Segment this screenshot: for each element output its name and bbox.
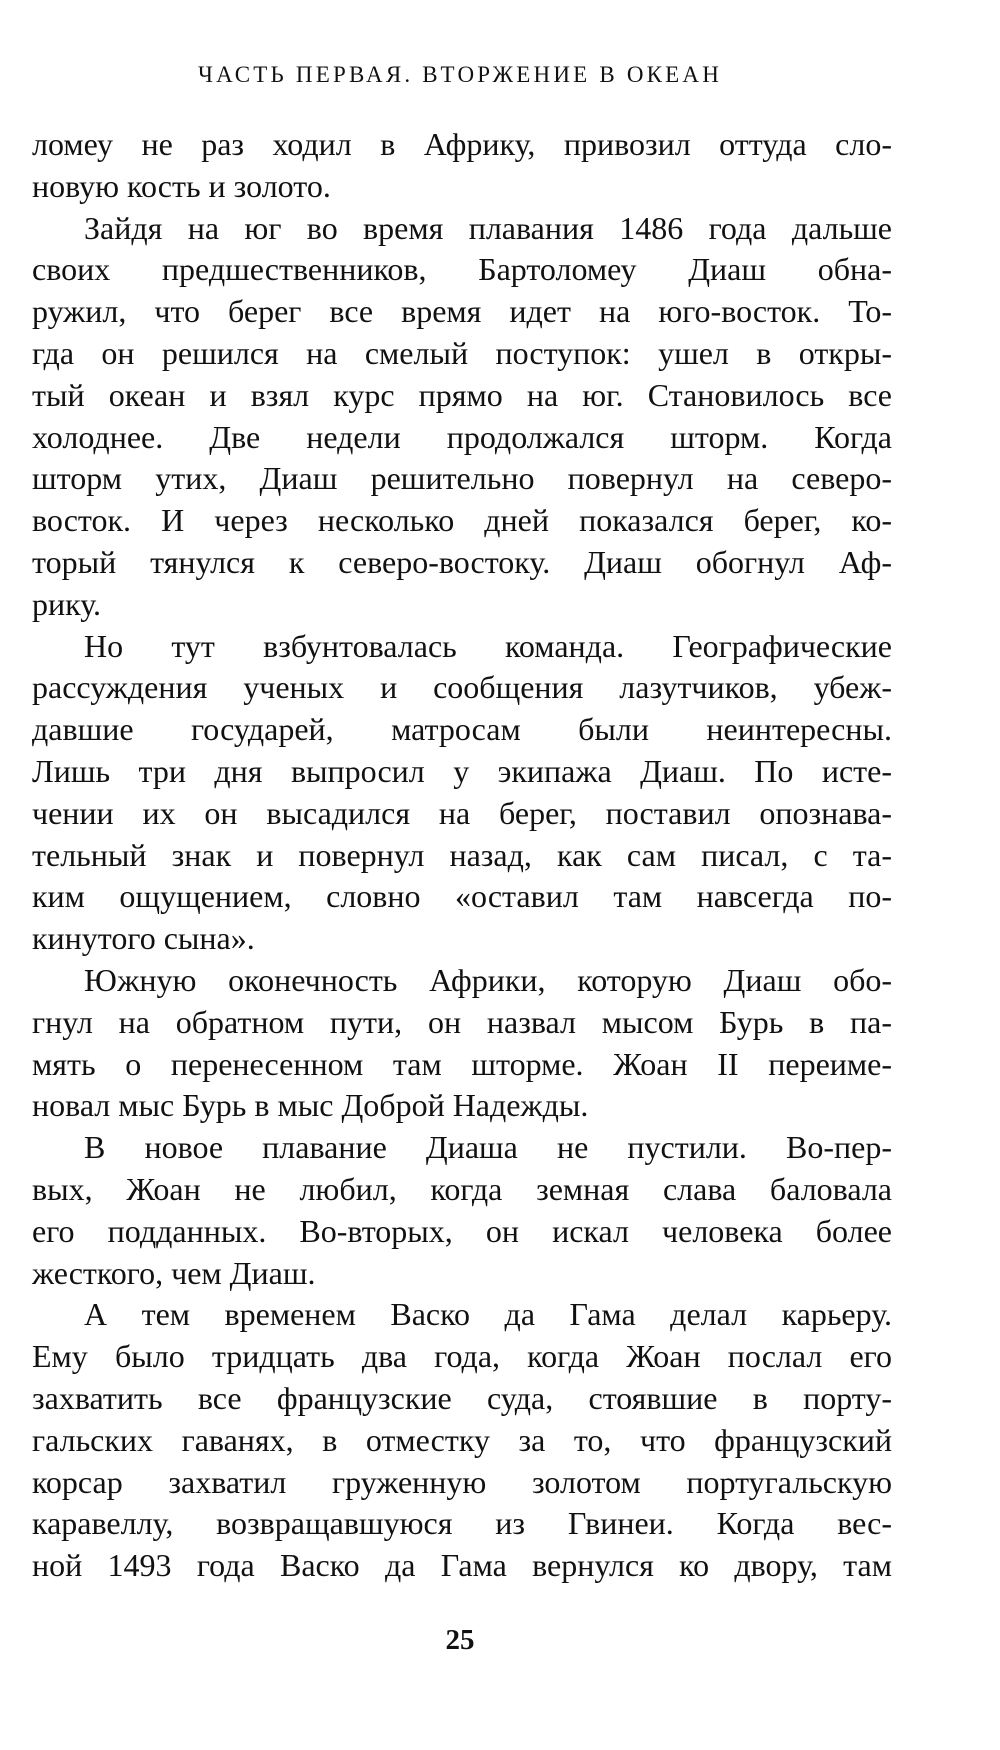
text-line: гда он решился на смелый поступок: ушел в откры- [32,334,892,371]
text-line: восток. И через несколько дней показался берег, ко- [32,502,892,539]
text-line: рассуждения ученых и сообщения лазутчиков, убеж- [32,669,892,706]
text-line: кинутого сына». [32,920,255,957]
text-line: своих предшественников, Бартоломеу Диаш обна- [32,251,892,288]
text-line: новал мыс Бурь в мыс Доброй Надежды. [32,1087,589,1124]
text-line: Зайдя на юг во время плавания 1486 года дальше [84,209,892,246]
text-line: В новое плавание Диаша не пустили. Во-пер- [84,1129,892,1166]
text-line: его подданных. Во-вторых, он искал человека более [32,1212,892,1249]
text-line: гнул на обратном пути, он назвал мысом Бурь в па- [32,1003,892,1040]
paragraph [32,208,892,626]
text-line: гальских гаванях, в отместку за то, что французский [32,1421,892,1458]
text-line: ружил, что берег все время идет на юго-восток. То- [32,293,892,330]
text-line: ломеу не раз ходил в Африку, привозил оттуда сло- [32,126,892,162]
text-line: ким ощущением, словно «оставил там навсегда по- [32,878,892,915]
text-line: каравеллу, возвращавшуюся из Гвинеи. Когда вес- [32,1505,892,1542]
text-line: А тем временем Васко да Гама делал карьеру. [84,1296,892,1333]
text-line: Лишь три дня выпросил у экипажа Диаш. По исте- [32,752,892,789]
text-line: тый океан и взял курс прямо на юг. Становилось все [32,376,892,413]
text-line: Ему было тридцать два года, когда Жоан послал его [32,1338,892,1375]
text-line: рику. [32,585,102,622]
text-line: Но тут взбунтовалась команда. Географические [84,627,892,664]
body-text [32,124,892,1587]
text-line: жесткого, чем Диаш. [32,1254,316,1291]
text-line: захватить все французские суда, стоявшие в порту- [32,1379,892,1416]
text-line: корсар захватил груженную золотом португальскую [32,1463,892,1500]
page-number: 25 [445,1624,475,1656]
paragraph [32,1127,892,1294]
text-line: давшие государей, матросам были неинтересны. [32,711,892,748]
running-header: ЧАСТЬ ПЕРВАЯ. ВТОРЖЕНИЕ В ОКЕАН [197,62,723,87]
text-line: шторм утих, Диаш решительно повернул на северо- [32,460,892,497]
text-line: тельный знак и повернул назад, как сам писал, с та- [32,836,892,873]
text-line: мять о перенесенном там шторме. Жоан II переиме- [32,1045,892,1082]
text-line: торый тянулся к северо-востоку. Диаш обогнул Аф- [32,543,892,580]
text-line: чении их он высадился на берег, поставил опознава- [32,794,892,831]
paragraph [32,626,892,960]
text-line: новую кость и золото. [32,167,331,204]
text-line: холоднее. Две недели продолжался шторм. Когда [32,418,892,455]
text-line: Южную оконечность Африки, которую Диаш обо- [84,961,892,998]
paragraph [32,124,892,208]
text-line: ной 1493 года Васко да Гама вернулся ко двору, там [32,1547,892,1584]
paragraph [32,960,892,1127]
paragraph [32,1294,892,1587]
text-line: вых, Жоан не любил, когда земная слава баловала [32,1170,892,1207]
